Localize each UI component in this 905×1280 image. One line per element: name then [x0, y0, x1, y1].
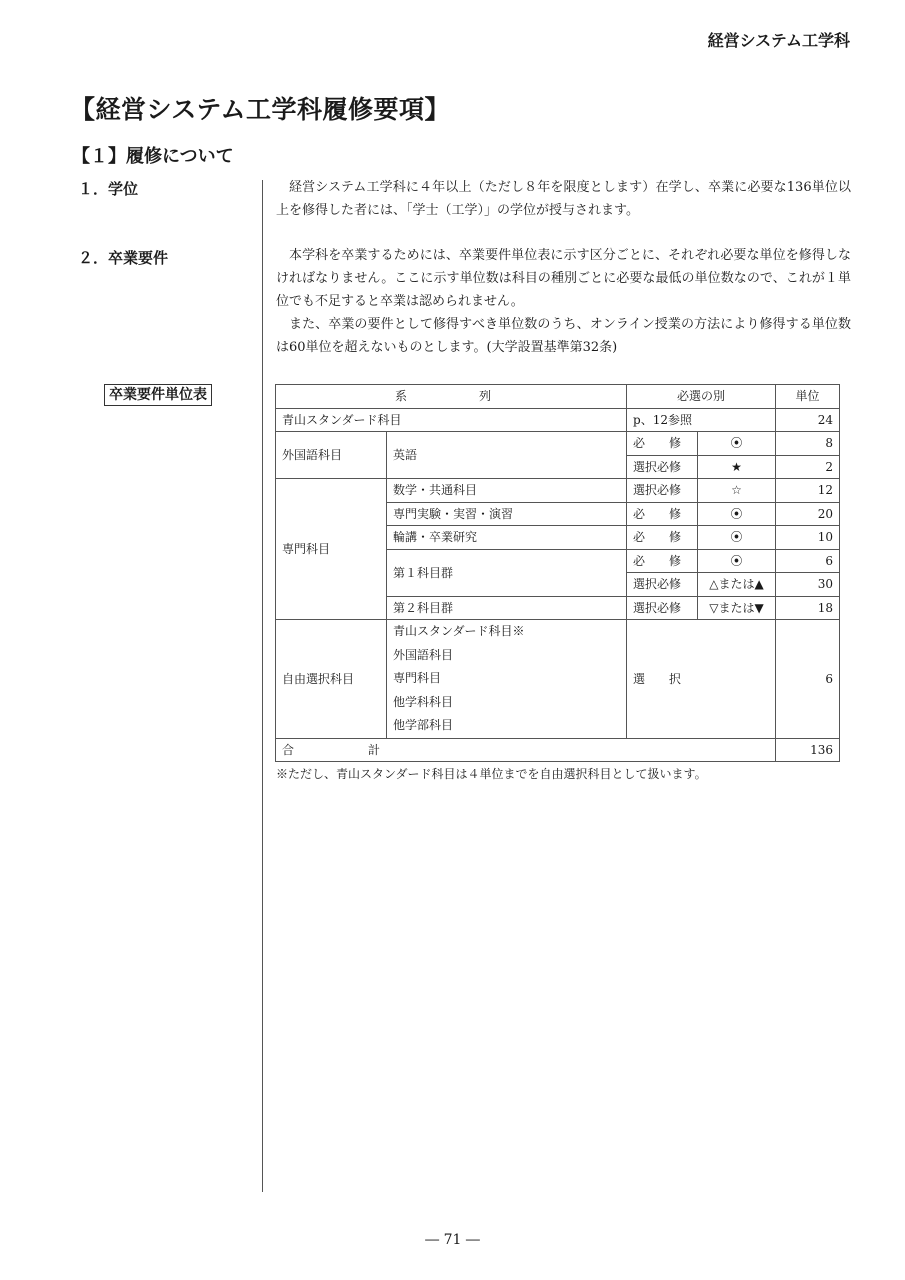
- column-divider: [262, 180, 263, 1192]
- black-star-icon: ★: [698, 455, 776, 479]
- units-cell: 8: [776, 432, 840, 456]
- page-title: 【経営システム工学科履修要項】: [70, 95, 451, 124]
- header-requirement: 必選の別: [627, 385, 776, 409]
- list-item: 他学部科目: [393, 718, 454, 732]
- list-item: 青山スタンダード科目※: [393, 624, 525, 638]
- list-item: 専門科目: [393, 671, 442, 685]
- required-mark-icon: ⦿: [698, 526, 776, 550]
- units-cell: 18: [776, 596, 840, 620]
- graduation-paragraph-1: 本学科を卒業するためには、卒業要件単位表に示す区分ごとに、それぞれ必要な単位を修得しなければなりません。ここに示す単位数は科目の種別ごとに必要な最低の単位数なので、これが１単位でも不足すると卒業は認められません。: [276, 248, 851, 309]
- required-mark-icon: ⦿: [698, 432, 776, 456]
- aoyama-standard-name: 青山スタンダード科目: [276, 408, 627, 432]
- subject-cell: 第１科目群: [387, 549, 627, 596]
- units-cell: 6: [776, 549, 840, 573]
- degree-section-label: １．学位: [78, 180, 139, 198]
- subject-cell: 輪講・卒業研究: [387, 526, 627, 550]
- table-label: 卒業要件単位表: [104, 384, 212, 406]
- total-units: 136: [776, 738, 840, 762]
- foreign-subject: 英語: [387, 432, 627, 479]
- table-header-row: [276, 385, 840, 409]
- req-cell: 選択必修: [627, 596, 698, 620]
- table-note: ※ただし、青山スタンダード科目は４単位までを自由選択科目として扱います。: [276, 767, 707, 781]
- free-category: 自由選択科目: [276, 620, 387, 739]
- req-cell: 必 修: [627, 432, 698, 456]
- major-category: 専門科目: [276, 479, 387, 620]
- header-units: 単位: [776, 385, 840, 409]
- table-row: [276, 620, 840, 739]
- table-row: [276, 432, 840, 456]
- triangle-up-icon: △または▲: [698, 573, 776, 597]
- units-cell: 12: [776, 479, 840, 503]
- required-mark-icon: ⦿: [698, 549, 776, 573]
- triangle-down-icon: ▽または▼: [698, 596, 776, 620]
- req-cell: 必 修: [627, 549, 698, 573]
- aoyama-standard-units: 24: [776, 408, 840, 432]
- table-row: [276, 479, 840, 503]
- req-cell: 選択必修: [627, 479, 698, 503]
- graduation-paragraph-2: また、卒業の要件として修得すべき単位数のうち、オンライン授業の方法により修得する単位数は60単位を超えないものとします。(大学設置基準第32条): [276, 317, 851, 355]
- table-row: [276, 408, 840, 432]
- total-row: [276, 738, 840, 762]
- units-cell: 2: [776, 455, 840, 479]
- free-units: 6: [776, 620, 840, 739]
- req-cell: 選択必修: [627, 573, 698, 597]
- units-cell: 10: [776, 526, 840, 550]
- free-subjects-list: [387, 620, 627, 739]
- req-cell: 必 修: [627, 526, 698, 550]
- graduation-section-label: ２．卒業要件: [78, 249, 169, 267]
- units-cell: 20: [776, 502, 840, 526]
- department-header: 経営システム工学科: [707, 31, 850, 50]
- required-mark-icon: ⦿: [698, 502, 776, 526]
- white-star-icon: ☆: [698, 479, 776, 503]
- aoyama-standard-req: p、12参照: [627, 408, 776, 432]
- foreign-category: 外国語科目: [276, 432, 387, 479]
- subject-cell: 第２科目群: [387, 596, 627, 620]
- page-number: ― 71 ―: [425, 1232, 480, 1248]
- list-item: 他学科科目: [393, 694, 454, 709]
- graduation-requirements-table: [275, 384, 840, 762]
- subject-cell: 専門実験・実習・演習: [387, 502, 627, 526]
- degree-paragraph: 経営システム工学科に４年以上（ただし８年を限度とします）在学し、卒業に必要な136単位以上を修得した者には、「学士（工学）」の学位が授与されます。: [276, 180, 851, 218]
- units-cell: 30: [776, 573, 840, 597]
- header-series: 系 列: [276, 385, 627, 409]
- req-cell: 必 修: [627, 502, 698, 526]
- total-label: 合 計: [276, 738, 776, 762]
- free-req: 選 択: [627, 620, 776, 739]
- section-heading: 【１】履修について: [72, 146, 234, 167]
- req-cell: 選択必修: [627, 455, 698, 479]
- list-item: 外国語科目: [393, 647, 454, 662]
- subject-cell: 数学・共通科目: [387, 479, 627, 503]
